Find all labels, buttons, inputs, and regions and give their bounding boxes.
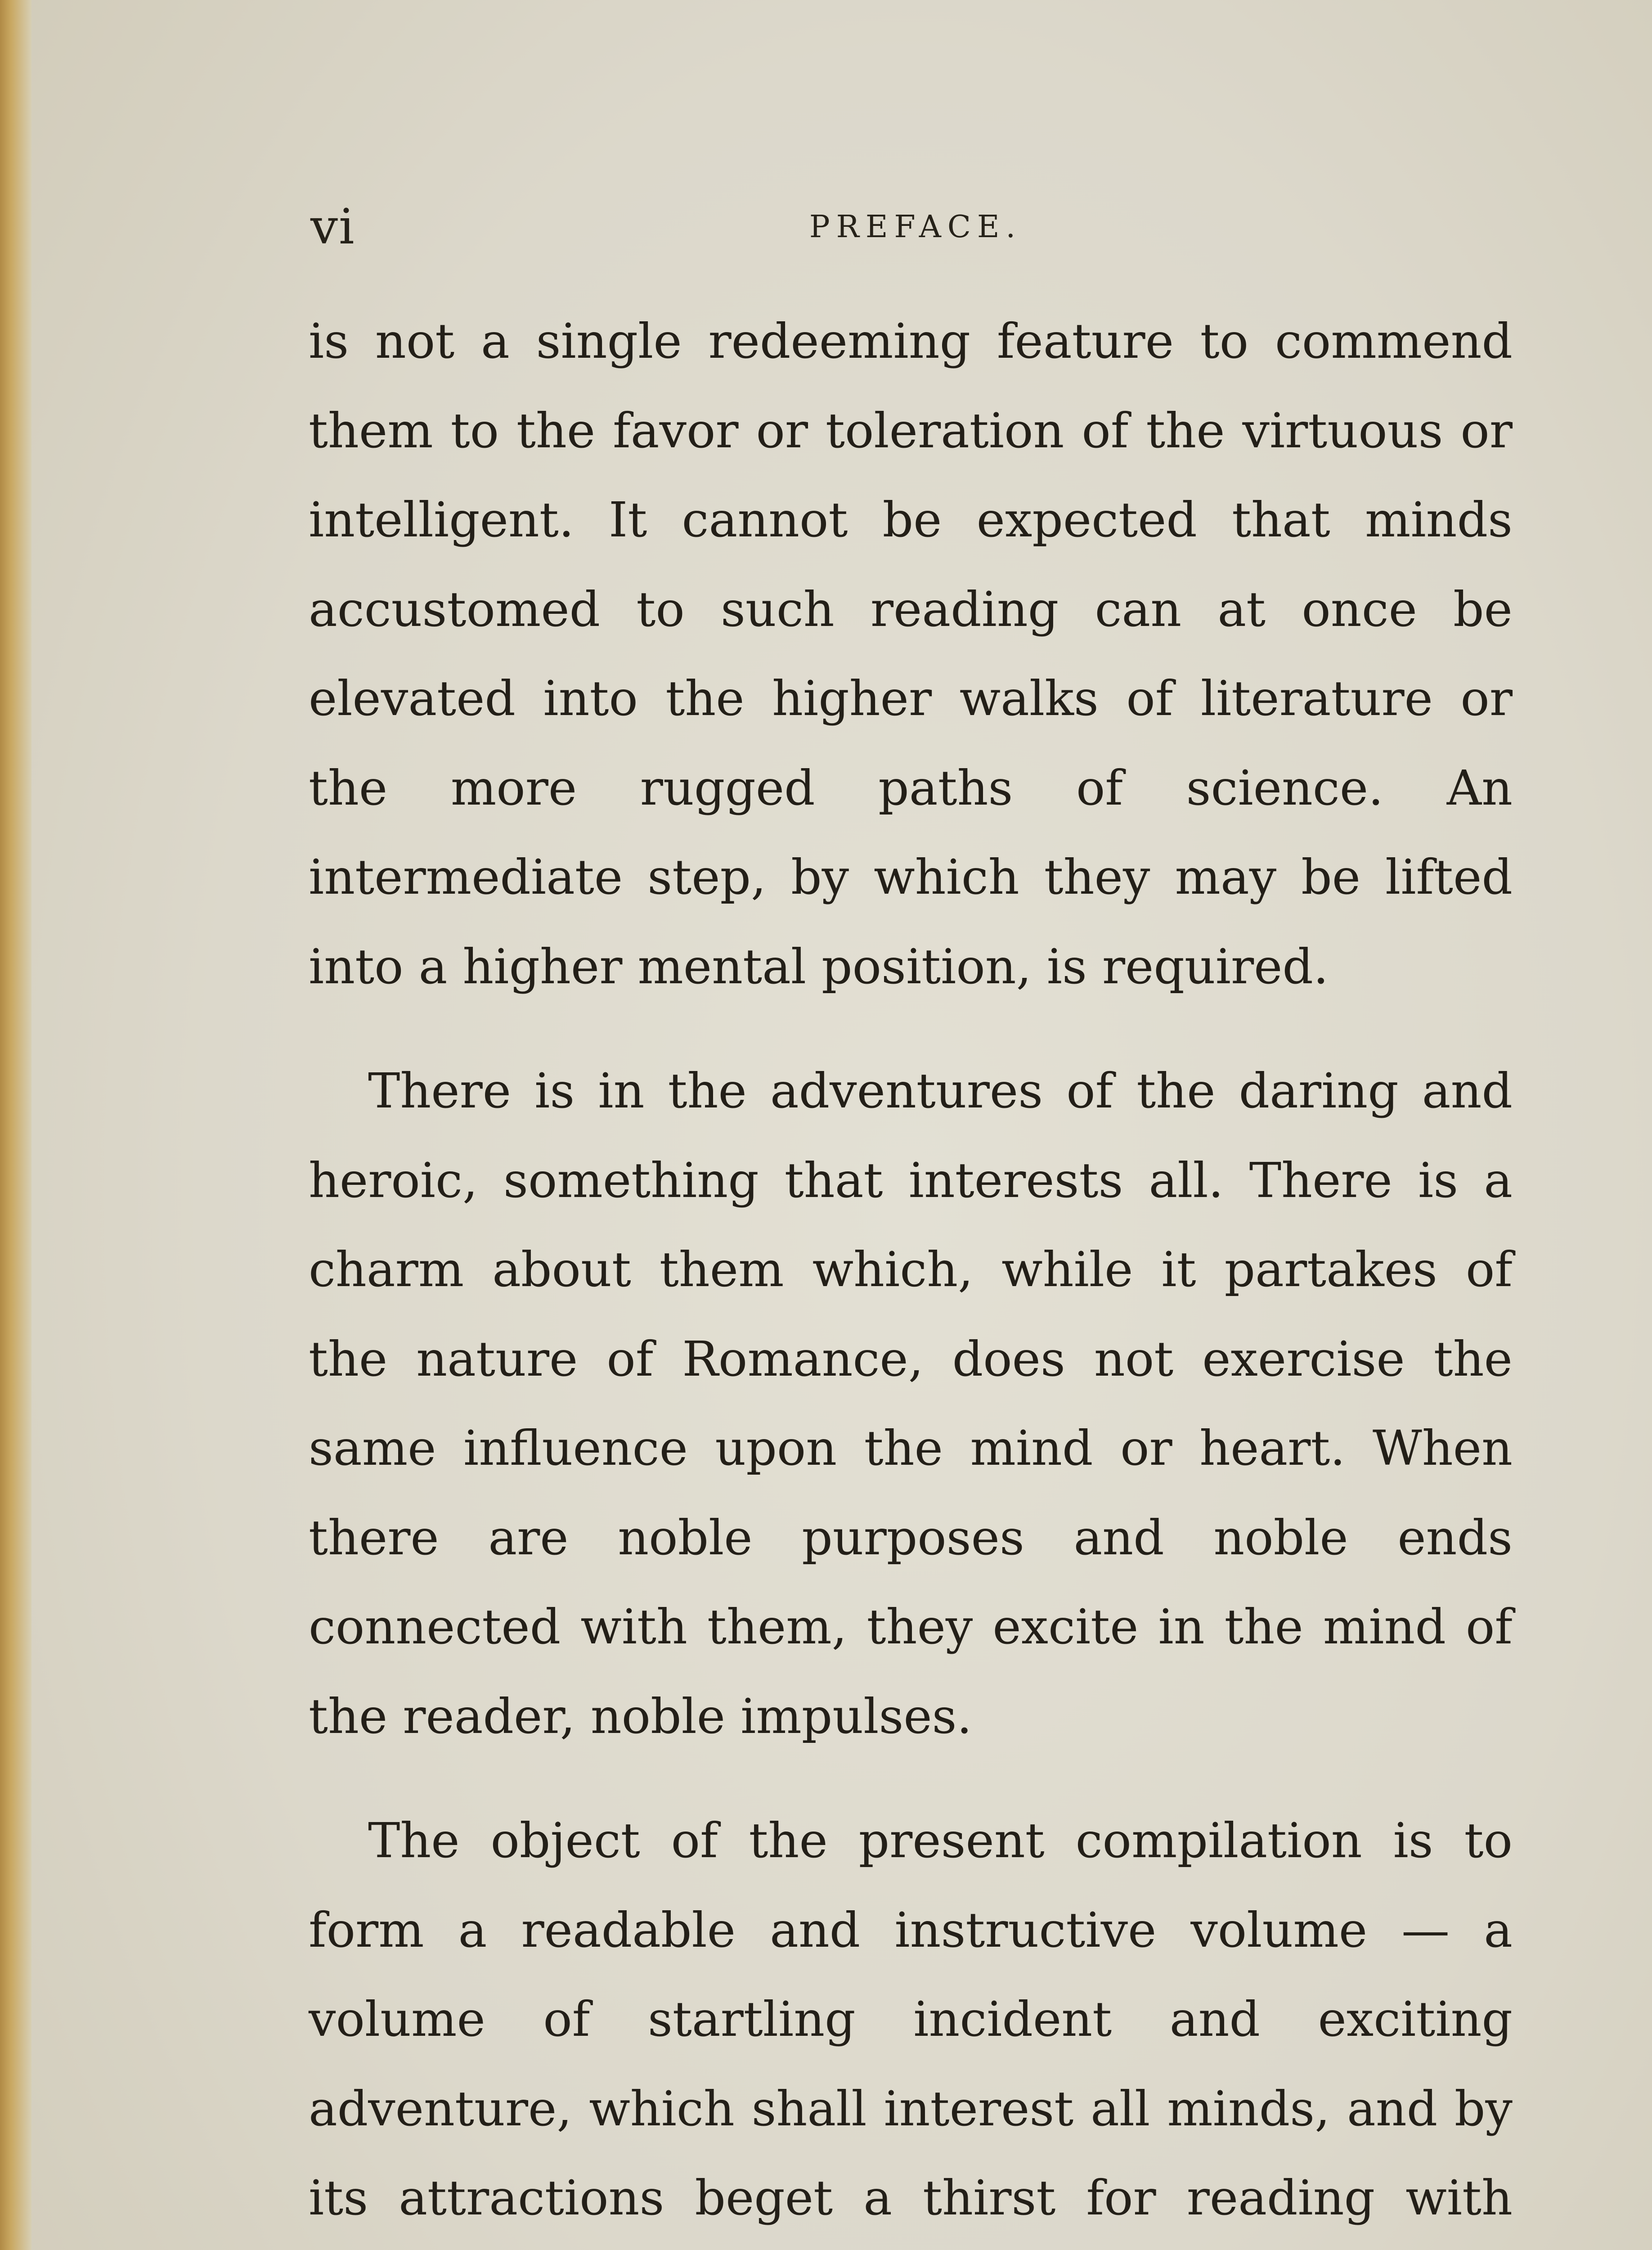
page-header (310, 191, 1521, 263)
paragraph-2: There is in the adventures of the daring and heroic, something that interests all. There is a charm about them which, while it partakes of the nature of Romance, does not exercise the same influence upon the mind or heart. When there are noble purposes and noble ends connected with them, they excite in the mind of the reader, noble impulses. (309, 1063, 1513, 1745)
body-text (309, 297, 1513, 2250)
paragraph-1: is not a single redeeming feature to commend them to the favor or toleration of the virtuous or intelligent. It cannot be expected that minds accustomed to such reading can at once be elevated into the higher walks of literature or the more rugged paths of science. An intermediate step, by which they may be lifted into a higher mental position, is required. (309, 314, 1513, 995)
page-edge (0, 0, 31, 2250)
page-number: vi (310, 199, 355, 255)
paragraph-3: The object of the present compilation is to form a readable and instructive volume — a volume of startling incident and exciting adventure, which shall interest all minds, and by its attractions beget a thirst for reading with (309, 1813, 1513, 2226)
running-head: PREFACE. (809, 209, 1022, 245)
